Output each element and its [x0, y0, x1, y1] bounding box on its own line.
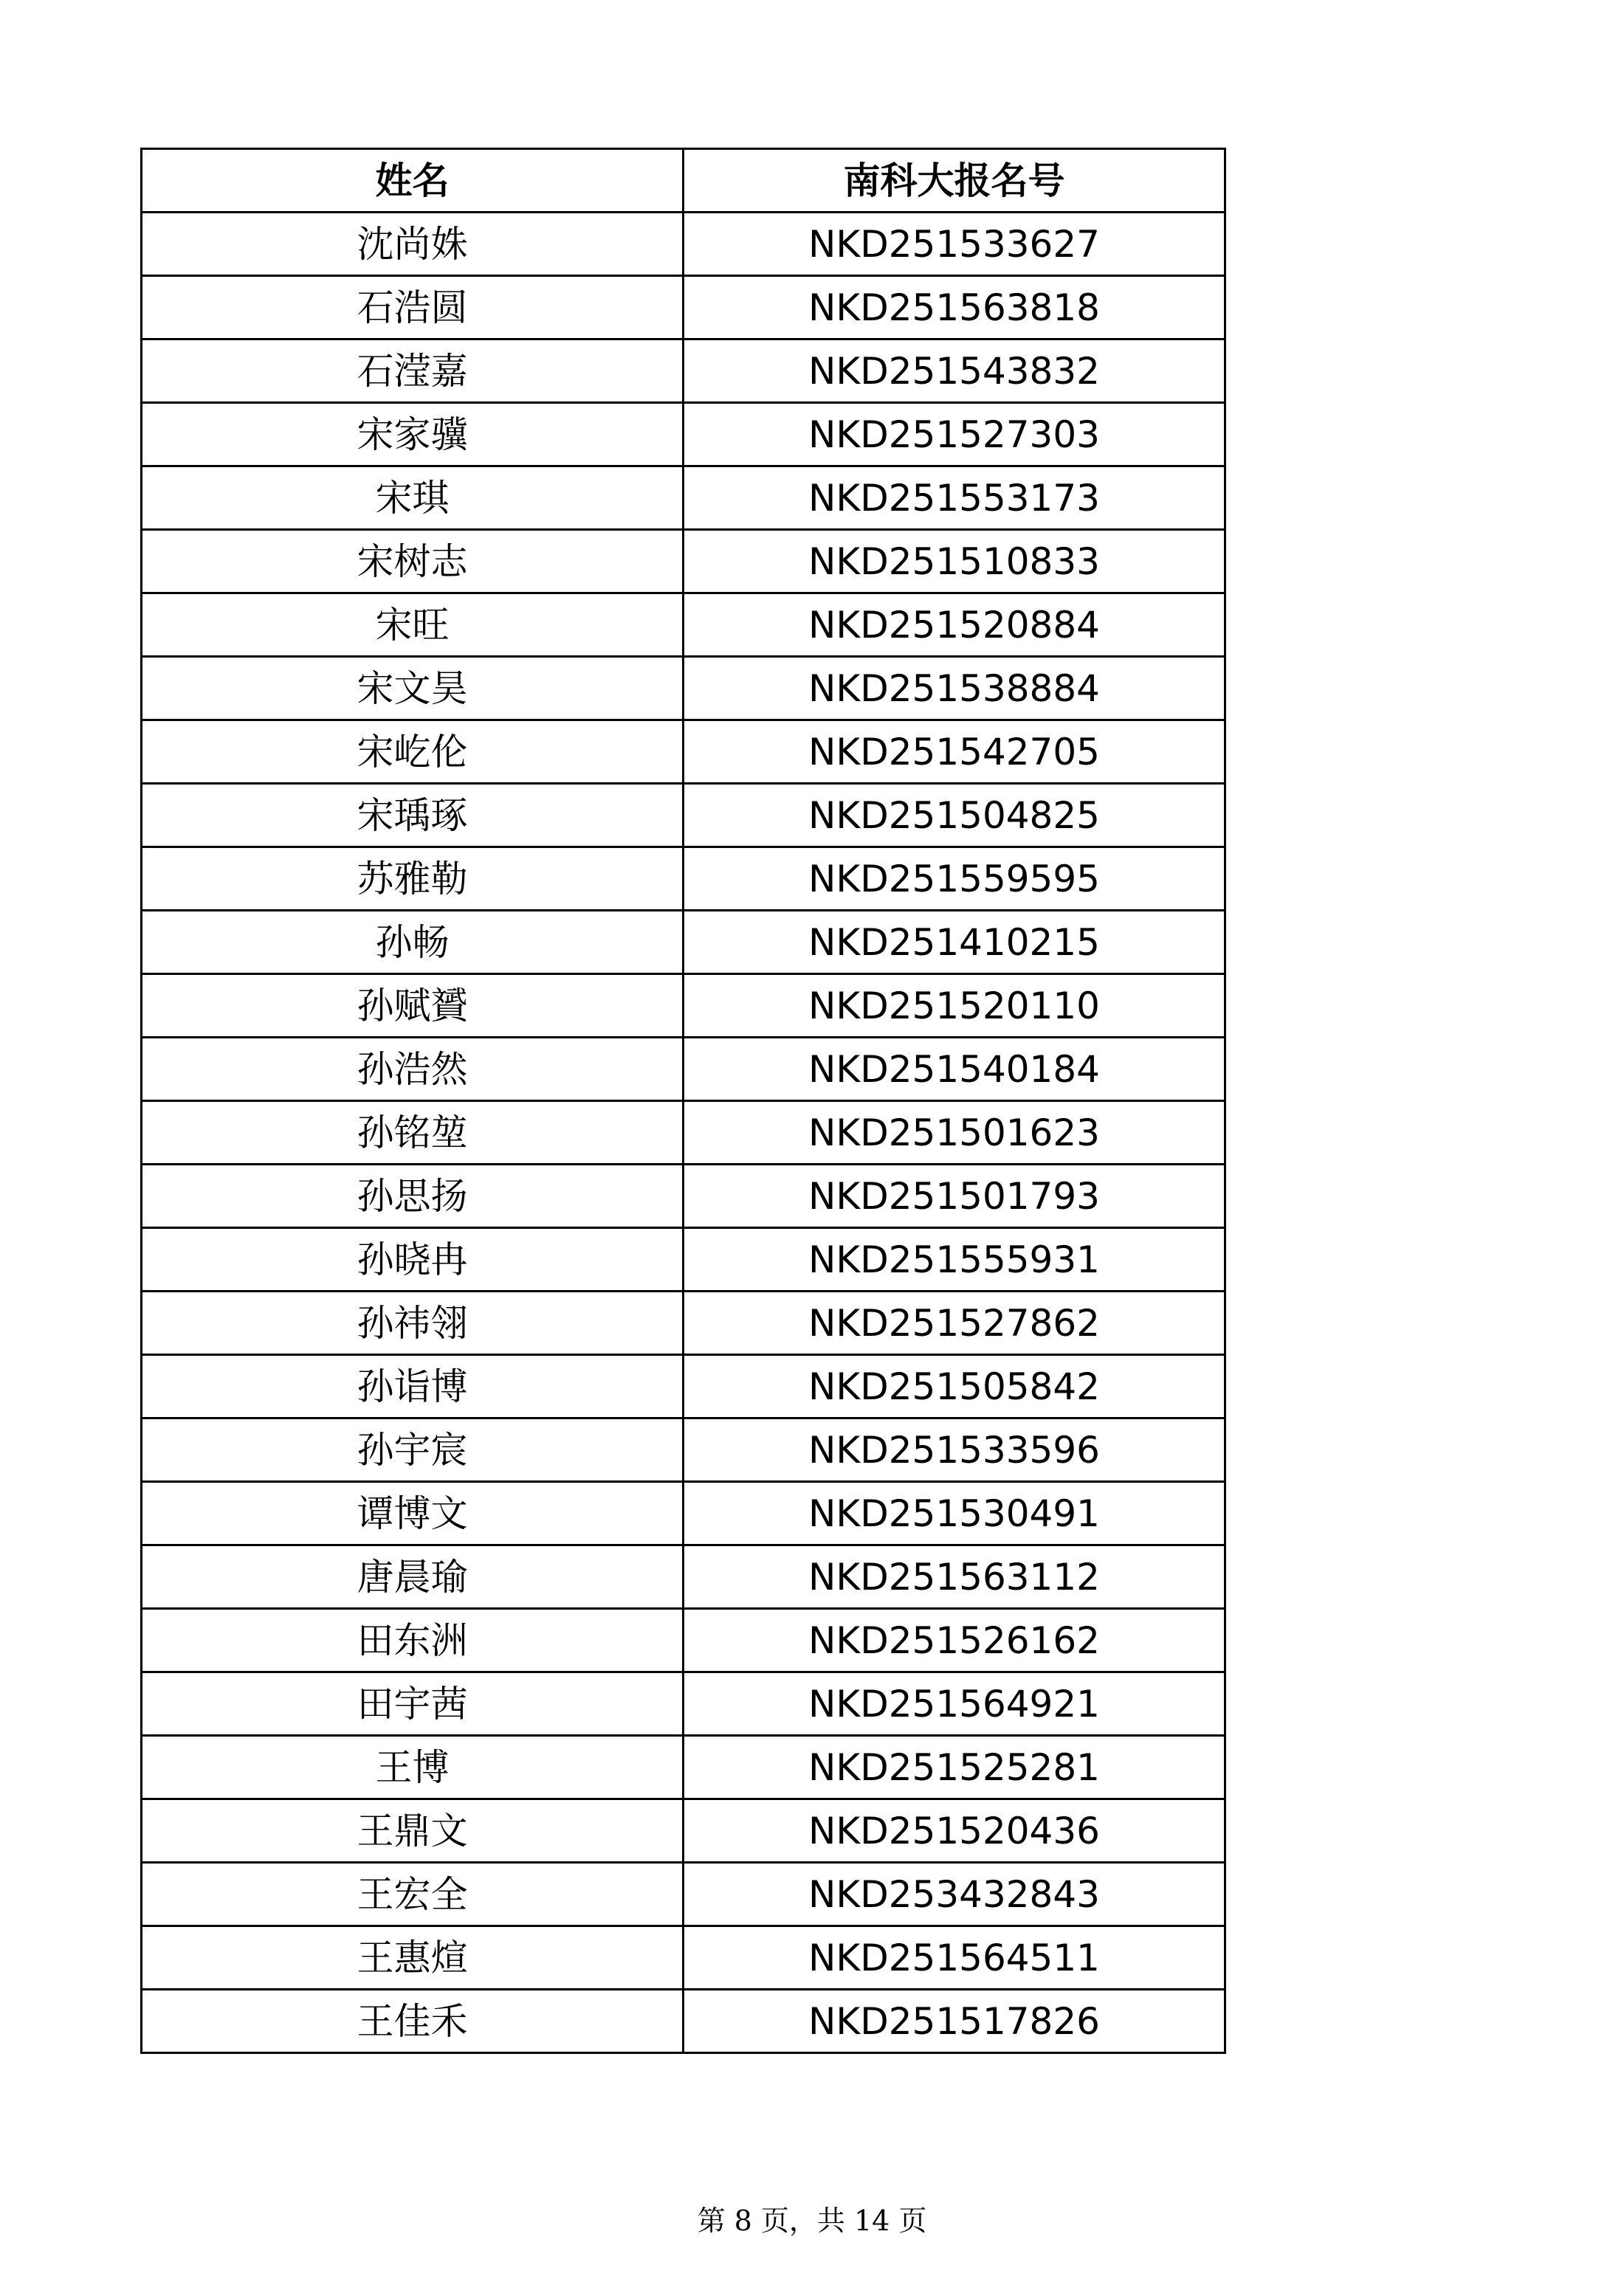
registration-number-cell: NKD251533627 [684, 213, 1225, 276]
student-name-cell: 孙宇宸 [142, 1418, 684, 1482]
registration-number-cell: NKD251520110 [684, 974, 1225, 1038]
table-header-row [142, 149, 1225, 213]
student-name-cell: 宋树志 [142, 530, 684, 593]
student-name-cell: 孙诣博 [142, 1355, 684, 1418]
table-row [142, 1545, 1225, 1609]
registration-number-cell: NKD251527303 [684, 403, 1225, 466]
registration-number-cell: NKD253432843 [684, 1863, 1225, 1926]
student-name-cell: 王宏全 [142, 1863, 684, 1926]
registration-number-cell: NKD251526162 [684, 1609, 1225, 1672]
table-row [142, 1863, 1225, 1926]
student-name-cell: 王惠煊 [142, 1926, 684, 1990]
student-name-cell: 王博 [142, 1736, 684, 1799]
student-name-cell: 孙畅 [142, 911, 684, 974]
student-name-cell: 宋屹伦 [142, 720, 684, 784]
student-name-cell: 宋旺 [142, 593, 684, 657]
registration-table [140, 148, 1226, 2054]
registration-number-cell: NKD251410215 [684, 911, 1225, 974]
registration-number-cell: NKD251533596 [684, 1418, 1225, 1482]
table-row [142, 1292, 1225, 1355]
student-name-cell: 田宇茜 [142, 1672, 684, 1736]
student-name-cell: 沈尚姝 [142, 213, 684, 276]
registration-number-cell: NKD251559595 [684, 847, 1225, 911]
student-name-cell: 田东洲 [142, 1609, 684, 1672]
table-body [142, 213, 1225, 2053]
table-row [142, 593, 1225, 657]
table-row [142, 276, 1225, 339]
header-registration-number: 南科大报名号 [684, 149, 1225, 213]
student-name-cell: 孙赋贇 [142, 974, 684, 1038]
registration-number-cell: NKD251501793 [684, 1165, 1225, 1228]
table-row [142, 1926, 1225, 1990]
table-row [142, 1038, 1225, 1101]
table-row [142, 784, 1225, 847]
registration-number-cell: NKD251555931 [684, 1228, 1225, 1292]
student-name-cell: 石滢嘉 [142, 339, 684, 403]
registration-number-cell: NKD251520884 [684, 593, 1225, 657]
registration-number-cell: NKD251525281 [684, 1736, 1225, 1799]
student-name-cell: 宋家骥 [142, 403, 684, 466]
student-name-cell: 石浩圆 [142, 276, 684, 339]
student-name-cell: 宋瑀琢 [142, 784, 684, 847]
student-name-cell: 孙思扬 [142, 1165, 684, 1228]
student-name-cell: 孙浩然 [142, 1038, 684, 1101]
registration-number-cell: NKD251510833 [684, 530, 1225, 593]
registration-number-cell: NKD251540184 [684, 1038, 1225, 1101]
registration-number-cell: NKD251538884 [684, 657, 1225, 720]
student-name-cell: 孙祎翎 [142, 1292, 684, 1355]
registration-number-cell: NKD251527862 [684, 1292, 1225, 1355]
registration-number-cell: NKD251517826 [684, 1990, 1225, 2053]
student-name-cell: 苏雅勒 [142, 847, 684, 911]
registration-number-cell: NKD251505842 [684, 1355, 1225, 1418]
table-row [142, 1228, 1225, 1292]
table-row [142, 847, 1225, 911]
table-row [142, 1799, 1225, 1863]
table-row [142, 1482, 1225, 1545]
registration-number-cell: NKD251564921 [684, 1672, 1225, 1736]
table-row [142, 1736, 1225, 1799]
table-row [142, 403, 1225, 466]
registration-number-cell: NKD251542705 [684, 720, 1225, 784]
registration-number-cell: NKD251501623 [684, 1101, 1225, 1165]
table-row [142, 720, 1225, 784]
student-name-cell: 谭博文 [142, 1482, 684, 1545]
registration-number-cell: NKD251543832 [684, 339, 1225, 403]
header-name: 姓名 [142, 149, 684, 213]
registration-number-cell: NKD251563818 [684, 276, 1225, 339]
table-row [142, 1672, 1225, 1736]
student-name-cell: 王鼎文 [142, 1799, 684, 1863]
table-row [142, 1165, 1225, 1228]
table-row [142, 530, 1225, 593]
table-row [142, 1990, 1225, 2053]
page-number-footer: 第 8 页，共 14 页 [697, 2204, 927, 2237]
table-row [142, 657, 1225, 720]
student-name-cell: 王佳禾 [142, 1990, 684, 2053]
table-row [142, 1101, 1225, 1165]
table-row [142, 974, 1225, 1038]
registration-number-cell: NKD251564511 [684, 1926, 1225, 1990]
registration-number-cell: NKD251563112 [684, 1545, 1225, 1609]
table-row [142, 1418, 1225, 1482]
registration-number-cell: NKD251520436 [684, 1799, 1225, 1863]
table-row [142, 466, 1225, 530]
registration-number-cell: NKD251504825 [684, 784, 1225, 847]
table-row [142, 339, 1225, 403]
student-name-cell: 孙晓冉 [142, 1228, 684, 1292]
table-row [142, 911, 1225, 974]
student-name-cell: 唐晨瑜 [142, 1545, 684, 1609]
student-name-cell: 孙铭堃 [142, 1101, 684, 1165]
student-name-cell: 宋文昊 [142, 657, 684, 720]
table-row [142, 1609, 1225, 1672]
registration-number-cell: NKD251530491 [684, 1482, 1225, 1545]
registration-number-cell: NKD251553173 [684, 466, 1225, 530]
table-row [142, 1355, 1225, 1418]
student-name-cell: 宋琪 [142, 466, 684, 530]
table-row [142, 213, 1225, 276]
